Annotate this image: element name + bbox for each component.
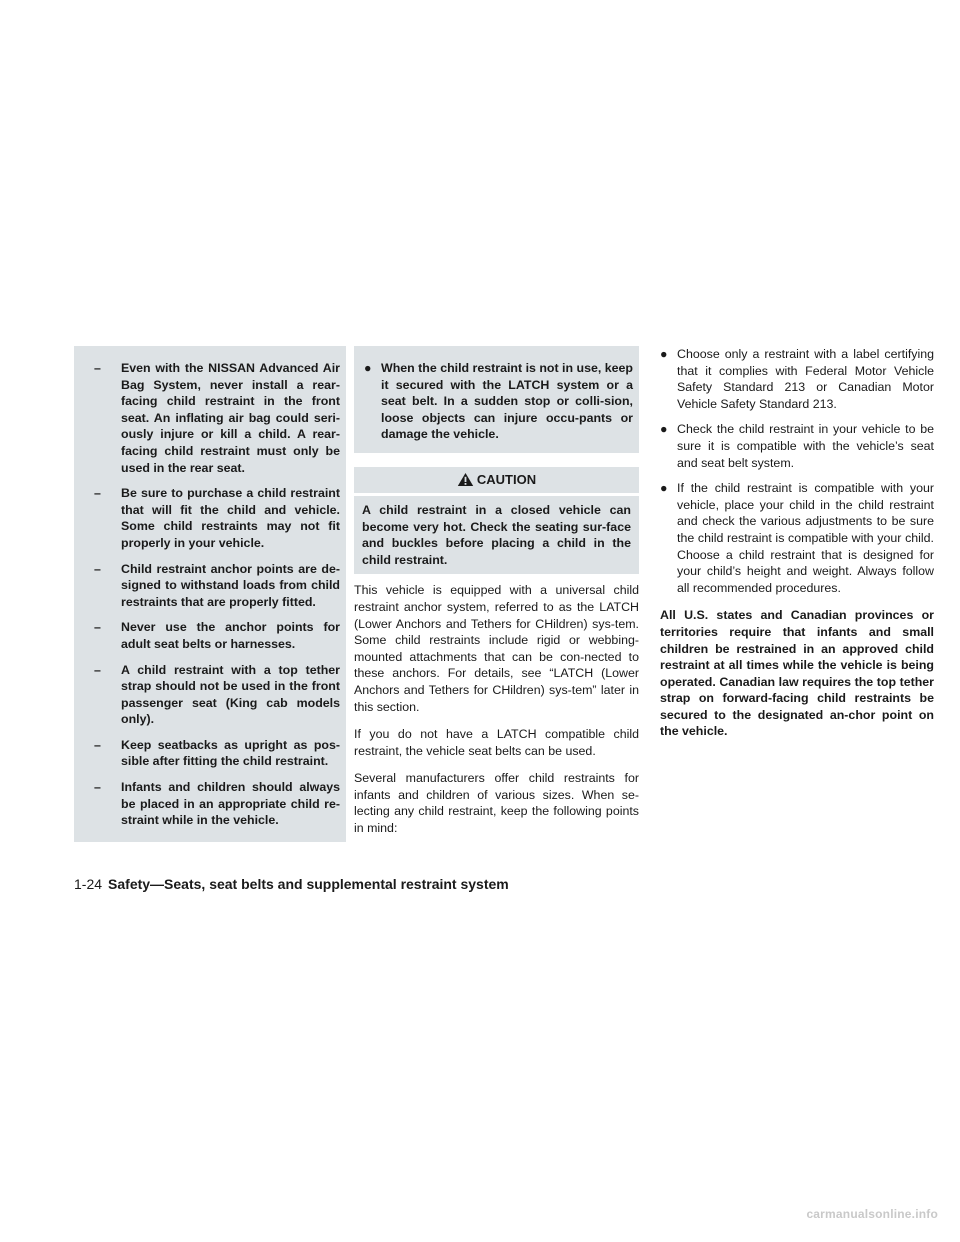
caution-text: A child restraint in a closed vehicle can become very hot. Check the seating sur-face and buckles before placing a child in the child restraint. xyxy=(354,496,639,574)
caution-header xyxy=(354,467,639,493)
warning-item-text: Keep seatbacks as upright as pos-sible after fitting the child restraint. xyxy=(121,737,340,769)
warning-triangle-icon xyxy=(457,472,474,487)
warning-item-text: A child restraint with a top tether strap should not be used in the front passenger seat (King cab models only). xyxy=(121,662,340,727)
warning-item xyxy=(84,360,340,476)
list-item xyxy=(660,480,934,596)
warning-item xyxy=(84,779,340,829)
warning-list xyxy=(84,360,340,829)
warning-bullet xyxy=(364,360,633,443)
warning-item xyxy=(84,619,340,652)
warning-box-middle xyxy=(354,346,639,453)
page-number: 1-24 xyxy=(74,876,103,892)
caution-title: CAUTION xyxy=(476,472,537,488)
warning-item xyxy=(84,737,340,770)
page-footer xyxy=(74,876,509,892)
list-item-text: Check the child restraint in your vehicle to be sure it is compatible with the vehicle’s seat and seat belt system. xyxy=(677,422,934,470)
warning-item xyxy=(84,561,340,611)
middle-column xyxy=(354,346,639,848)
selection-paragraph: Several manufacturers offer child restraints for infants and children of various sizes. When se-lecting any child restraint, keep the following points in mind: xyxy=(354,771,639,836)
warning-item xyxy=(84,662,340,728)
latch-paragraph: This vehicle is equipped with a universal child restraint anchor system, referred to as the LATCH (Lower Anchors and Tethers for CHildren) sys-tem. Some child restraints include rigid or webbing-mounted attachments that can be con-nected to these anchors. For details, see “LATCH (Lower Anchors and Tethers for CHildren) sys-tem” later in this section. xyxy=(354,583,639,714)
warning-item-text: Infants and children should always be placed in an appropriate child re-straint while in the vehicle. xyxy=(121,780,340,828)
list-item-text: Choose only a restraint with a label certifying that it complies with Federal Motor Vehicle Safety Standard 213 or Canadian Motor Vehicle Safety Standard 213. xyxy=(677,347,934,411)
right-column xyxy=(660,346,934,740)
bullet-marker: ● xyxy=(660,422,668,437)
bullet-marker: ● xyxy=(660,481,668,496)
section-title: Safety—Seats, seat belts and supplemental restraint system xyxy=(108,876,509,892)
legal-requirement-paragraph: All U.S. states and Canadian provinces or territories require that infants and small children be restrained in an approved child restraint at all times while the vehicle is being operated. Canadian law requires the top tether strap on forward-facing child restraints be secured to the designated an-chor point on the vehicle. xyxy=(660,608,934,739)
warning-item-text: Be sure to purchase a child restraint that will fit the child and vehicle. Some child restraints may not fit properly in your vehicle. xyxy=(121,486,340,550)
warning-item-text: Never use the anchor points for adult seat belts or harnesses. xyxy=(121,620,340,651)
warning-box-left xyxy=(74,346,346,842)
warning-item xyxy=(84,485,340,551)
warning-item-text: Even with the NISSAN Advanced Air Bag System, never install a rear-facing child restraint in the front seat. An inflating air bag could seri-ously injure or kill a child. A rear-facing child restraint must only be used in the rear seat. xyxy=(121,361,340,475)
warning-item-text: Child restraint anchor points are de-signed to withstand loads from child restraints that are properly fitted. xyxy=(121,561,340,609)
bullet-marker: ● xyxy=(364,361,372,375)
list-item xyxy=(660,346,934,412)
bullet-marker: ● xyxy=(660,347,668,361)
warning-bullet-text: When the child restraint is not in use, keep it secured with the LATCH system or a seat belt. In a sudden stop or colli-sion, loose objects can injure occu-pants or damage the vehicle. xyxy=(381,361,633,442)
list-item-text: If the child restraint is compatible with your vehicle, place your child in the child restraint and check the various adjustments to be sure the child restraint is compatible with your child. Choose a child restraint that is designed for your child’s height and weight. Always follow all recommended procedures. xyxy=(677,481,934,595)
watermark: carmanualsonline.info xyxy=(806,1207,938,1221)
seatbelt-paragraph: If you do not have a LATCH compatible child restraint, the vehicle seat belts can be used. xyxy=(354,727,639,758)
list-item xyxy=(660,421,934,471)
